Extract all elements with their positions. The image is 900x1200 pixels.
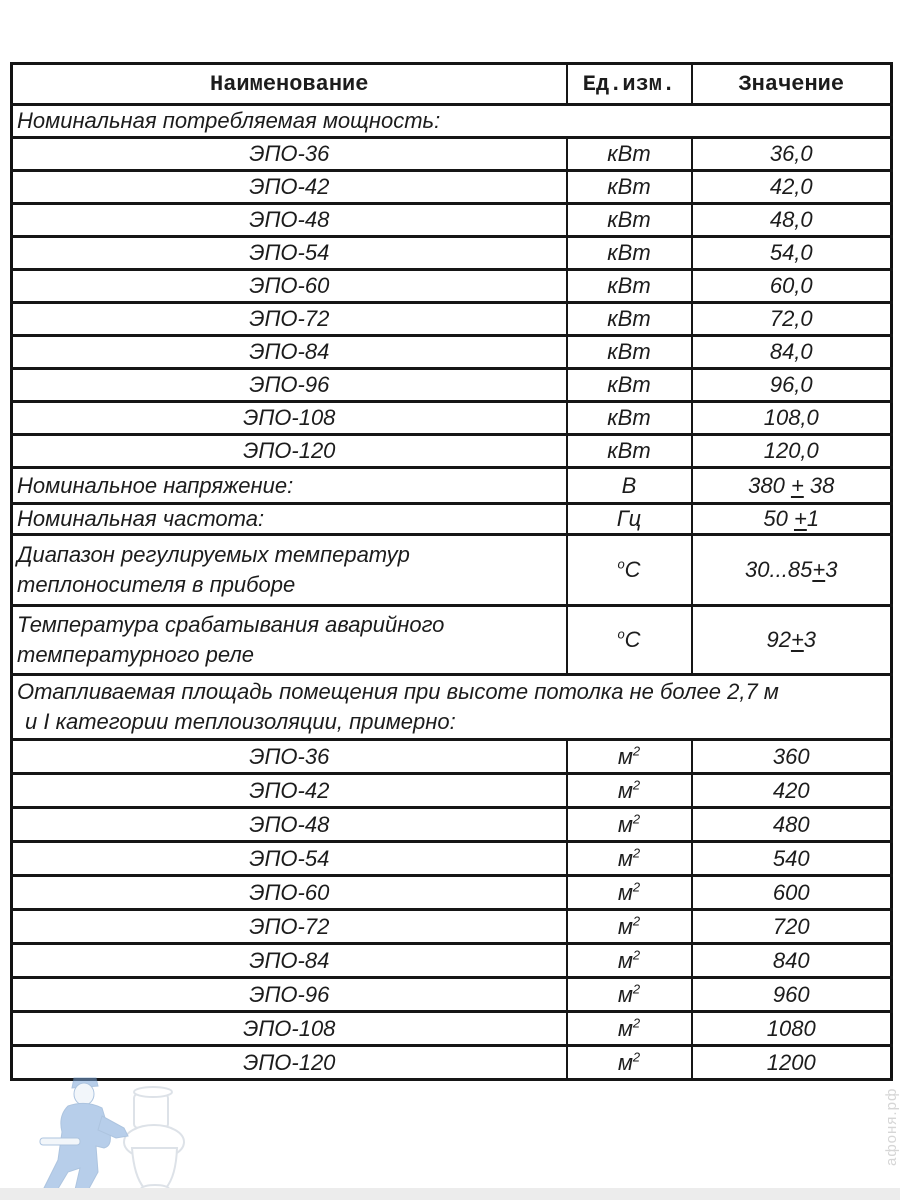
unit-cell [567, 435, 692, 468]
value-cell [692, 774, 892, 808]
table-row [12, 944, 892, 978]
unit-cell [567, 369, 692, 402]
value-tolerance: 3 [803, 627, 817, 652]
unit-text: м [617, 879, 633, 905]
unit-sup: o [617, 626, 625, 642]
item-name-cell: ЭПО-96 [12, 369, 567, 402]
item-name-cell: ЭПО-120 [12, 1046, 567, 1080]
unit-cell [567, 204, 692, 237]
table-row [12, 740, 892, 774]
section-title: Номинальная потребляемая мощность: [12, 105, 892, 138]
unit-cell [567, 910, 692, 944]
unit-cell [567, 535, 692, 606]
item-name-cell: ЭПО-108 [12, 1012, 567, 1046]
value-text: 36,0 [769, 141, 813, 166]
value-text: 380 [748, 472, 791, 498]
value-cell [692, 606, 892, 675]
value-cell [692, 171, 892, 204]
unit-text: м [617, 845, 633, 871]
table-row [12, 336, 892, 369]
plus-minus: + [790, 627, 804, 652]
unit-sup: 2 [632, 1015, 641, 1031]
section-title-line: и I категории теплоизоляции, примерно: [25, 709, 456, 734]
unit-sup: 2 [632, 1049, 641, 1065]
item-name-cell: ЭПО-72 [12, 303, 567, 336]
spec-name-line: температурного реле [17, 642, 254, 667]
value-text: 360 [772, 743, 810, 769]
header-row [12, 64, 892, 105]
unit-cell [567, 740, 692, 774]
table-row [12, 303, 892, 336]
unit-text: м [617, 1015, 633, 1041]
col-header-value: Значение [692, 64, 892, 105]
spec-name-line: Диапазон регулируемых температур [17, 542, 410, 568]
unit-cell [567, 270, 692, 303]
section-row [12, 675, 892, 740]
item-name-cell: ЭПО-54 [12, 237, 567, 270]
section-row [12, 105, 892, 138]
unit-text: м [617, 743, 633, 769]
unit-text: кВт [607, 240, 651, 265]
item-name-cell: ЭПО-54 [12, 842, 567, 876]
value-text: 600 [772, 879, 810, 905]
value-text: 108,0 [763, 405, 819, 430]
unit-cell [567, 944, 692, 978]
value-cell [692, 435, 892, 468]
value-tolerance: 1 [806, 506, 820, 531]
bottom-edge-strip [0, 1188, 900, 1200]
unit-cell [567, 774, 692, 808]
value-text: 480 [772, 811, 810, 837]
value-cell [692, 944, 892, 978]
value-cell [692, 336, 892, 369]
value-cell [692, 504, 892, 535]
value-cell [692, 978, 892, 1012]
unit-cell [567, 468, 692, 504]
col-header-unit: Ед.изм. [567, 64, 692, 105]
value-text: 48,0 [769, 207, 813, 232]
item-name-cell: ЭПО-60 [12, 270, 567, 303]
unit-cell [567, 237, 692, 270]
value-cell [692, 808, 892, 842]
table-row [12, 910, 892, 944]
unit-cell [567, 1012, 692, 1046]
item-name-cell: ЭПО-108 [12, 402, 567, 435]
value-cell [692, 876, 892, 910]
value-text: 50 [763, 506, 794, 531]
plus-minus: + [793, 506, 807, 531]
value-text: 120,0 [763, 438, 819, 463]
item-name-cell: ЭПО-84 [12, 944, 567, 978]
value-text: 540 [772, 845, 810, 871]
unit-sup: 2 [632, 845, 641, 861]
unit-sup: 2 [632, 981, 641, 997]
unit-sup: o [617, 556, 625, 572]
unit-text: кВт [607, 306, 651, 331]
unit-text: Гц [616, 506, 642, 531]
value-text: 840 [772, 947, 810, 973]
unit-text: м [617, 913, 633, 939]
unit-text: м [617, 981, 633, 1007]
item-name-cell: ЭПО-96 [12, 978, 567, 1012]
table-row [12, 535, 892, 606]
col-header-name: Наименование [12, 64, 567, 105]
section-title-line: Отапливаемая площадь помещения при высоте потолка не более 2,7 м [17, 679, 779, 705]
unit-text: кВт [607, 405, 651, 430]
value-text: 30...85 [745, 557, 813, 582]
value-cell [692, 270, 892, 303]
value-cell [692, 740, 892, 774]
value-text: 1080 [766, 1015, 816, 1041]
value-text: 720 [772, 913, 810, 939]
value-cell [692, 910, 892, 944]
table-row [12, 978, 892, 1012]
value-cell [692, 237, 892, 270]
unit-cell [567, 1046, 692, 1080]
section-title [12, 675, 892, 740]
value-cell [692, 204, 892, 237]
unit-cell [567, 402, 692, 435]
value-tolerance: 38 [803, 472, 835, 498]
item-name-cell: ЭПО-120 [12, 435, 567, 468]
item-name-cell: ЭПО-60 [12, 876, 567, 910]
plus-minus: + [812, 557, 826, 582]
unit-text: кВт [607, 207, 651, 232]
spec-name-line: теплоносителя в приборе [17, 572, 296, 597]
table-row [12, 606, 892, 675]
unit-cell [567, 842, 692, 876]
spec-name-cell [12, 535, 567, 606]
unit-cell [567, 606, 692, 675]
value-text: 72,0 [769, 306, 813, 331]
unit-sup: 2 [632, 879, 641, 895]
item-name-cell: ЭПО-48 [12, 808, 567, 842]
unit-text: кВт [607, 141, 651, 166]
table-row [12, 504, 892, 535]
table-row [12, 402, 892, 435]
unit-text: кВт [607, 438, 651, 463]
spec-name-line: Температура срабатывания аварийного [17, 612, 445, 638]
value-cell [692, 303, 892, 336]
item-name-cell: ЭПО-36 [12, 138, 567, 171]
item-name-cell: ЭПО-42 [12, 774, 567, 808]
unit-cell [567, 808, 692, 842]
table-row [12, 1046, 892, 1080]
unit-cell [567, 138, 692, 171]
value-cell [692, 535, 892, 606]
spec-name-cell: Номинальная частота: [12, 504, 567, 535]
item-name-cell: ЭПО-72 [12, 910, 567, 944]
table-row [12, 842, 892, 876]
unit-cell [567, 303, 692, 336]
table-row [12, 1012, 892, 1046]
value-cell [692, 468, 892, 504]
unit-text: м [617, 777, 633, 803]
value-cell [692, 138, 892, 171]
value-text: 54,0 [769, 240, 813, 265]
value-text: 420 [772, 777, 810, 803]
table-row [12, 204, 892, 237]
unit-text: м [617, 811, 633, 837]
unit-cell [567, 171, 692, 204]
value-text: 1200 [766, 1049, 816, 1075]
table-row [12, 774, 892, 808]
unit-cell [567, 504, 692, 535]
value-tolerance: 3 [825, 557, 838, 582]
spec-name-cell: Номинальное напряжение: [12, 468, 567, 504]
table-row [12, 270, 892, 303]
unit-text: С [624, 557, 641, 582]
plus-minus: + [790, 472, 804, 498]
value-text: 60,0 [769, 273, 813, 298]
unit-cell [567, 336, 692, 369]
unit-sup: 2 [632, 743, 641, 759]
value-cell [692, 842, 892, 876]
unit-text: С [624, 627, 641, 652]
value-text: 92 [766, 627, 791, 652]
unit-cell [567, 978, 692, 1012]
table-row [12, 237, 892, 270]
value-text: 42,0 [769, 174, 813, 199]
item-name-cell: ЭПО-84 [12, 336, 567, 369]
unit-text: кВт [607, 273, 651, 298]
item-name-cell: ЭПО-36 [12, 740, 567, 774]
unit-text: м [617, 1049, 633, 1075]
spec-name-cell [12, 606, 567, 675]
value-text: 960 [772, 981, 810, 1007]
unit-sup: 2 [632, 913, 641, 929]
unit-text: кВт [607, 339, 651, 364]
value-cell [692, 402, 892, 435]
watermark-site-text: афоня.рф [883, 1087, 900, 1167]
value-cell [692, 369, 892, 402]
unit-text: кВт [607, 372, 651, 397]
item-name-cell: ЭПО-42 [12, 171, 567, 204]
unit-sup: 2 [632, 811, 641, 827]
table-row [12, 808, 892, 842]
value-cell [692, 1012, 892, 1046]
value-text: 84,0 [769, 339, 813, 364]
value-cell [692, 1046, 892, 1080]
table-row [12, 138, 892, 171]
plumber-toilet-watermark-logo [16, 1076, 221, 1196]
unit-text: кВт [607, 174, 651, 199]
table-row [12, 435, 892, 468]
unit-cell [567, 876, 692, 910]
table-row [12, 171, 892, 204]
unit-sup: 2 [632, 947, 641, 963]
unit-sup: 2 [632, 777, 641, 793]
value-text: 96,0 [769, 372, 813, 397]
table-row [12, 468, 892, 504]
unit-text: В [621, 472, 637, 498]
table-row [12, 369, 892, 402]
spec-table [10, 62, 893, 1081]
unit-text: м [617, 947, 633, 973]
item-name-cell: ЭПО-48 [12, 204, 567, 237]
table-row [12, 876, 892, 910]
